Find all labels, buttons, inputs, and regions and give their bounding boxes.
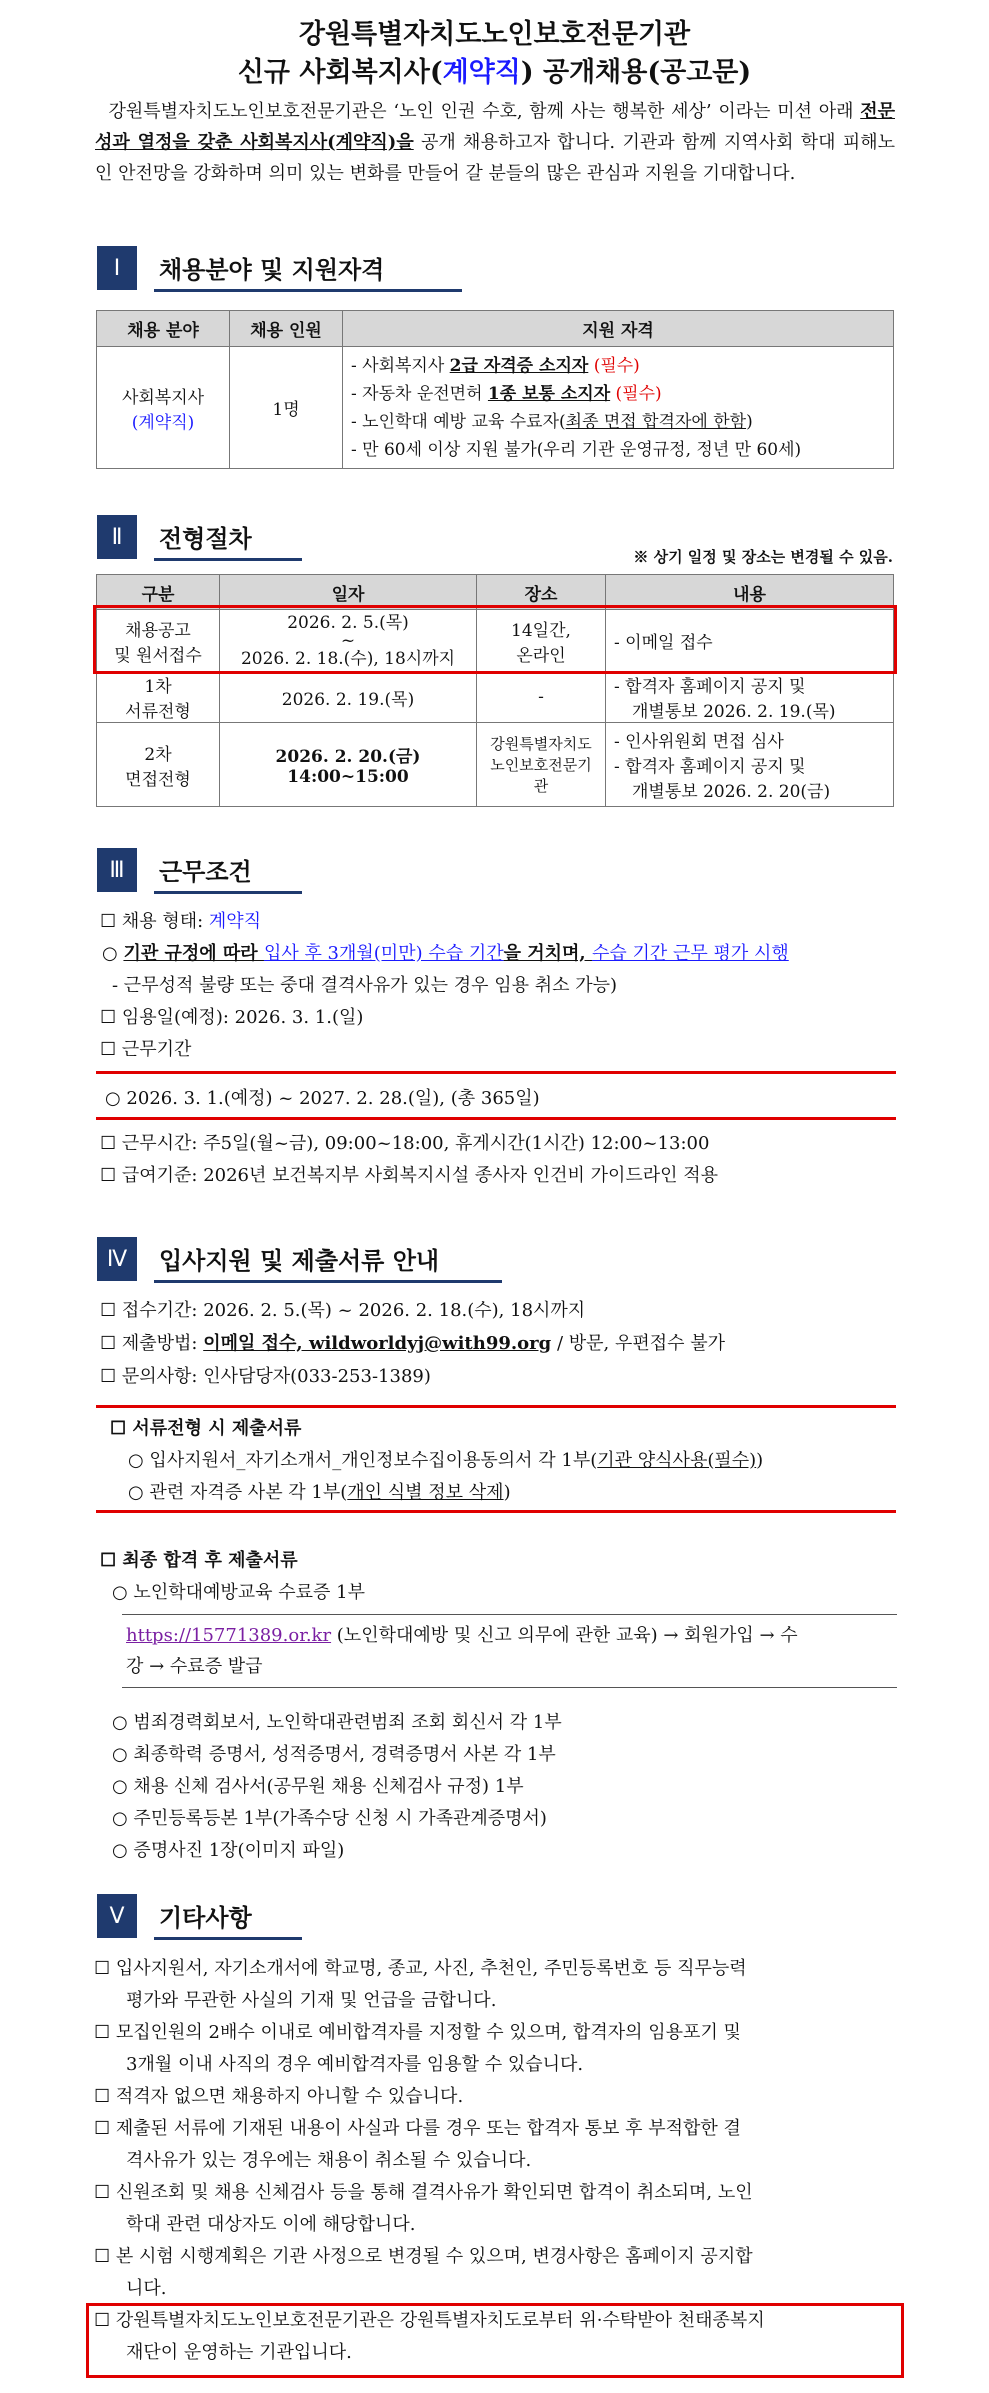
work-conditions: ☐ 채용 형태: 계약직 ○ 기관 규정에 따라 입사 후 3개월(미만) 수습 기간을 거치며, 수습 기간 근무 평가 시행 - 근무성적 불량 또는 중대 결격사유가 있는 경우 임용 취소 가능) ☐ 임용일(예정): 2026. 3. 1.(일) ☐ 근무기간 [100,911,789,1060]
header-date: 일자 [220,575,477,610]
title-org: 강원특별자치도노인보호전문기관 [298,19,691,50]
section-title: 전형절차 [159,525,252,553]
work-period-value: ○ 2026. 3. 1.(예정) ~ 2027. 2. 28.(일), (총 365일) [105,1088,540,1109]
section-title: 근무조건 [159,858,252,886]
section-1-header [97,246,517,290]
intro-paragraph: 강원특별자치도노인보호전문기관은 ‘노인 인권 수호, 함께 사는 행복한 세상’ 이라는 미션 아래 전문성과 열정을 갖춘 사회복지사(계약직)을 공개 채용하고자 합니다. 기관과 함께 지역사회 학대 피해노인 안전망을 강화하며 의미 있는 변화를 만들어 갈 분들의 많은 관심과 지원을 기대합니다. [95,101,895,184]
section-number: Ⅱ [97,515,137,559]
section-number: Ⅳ [97,1237,137,1281]
final-docs: ☐ 최종 합격 후 제출서류 ○ 노인학대예방교육 수료증 1부 [100,1550,365,1603]
document-screening-docs: ☐ 서류전형 시 제출서류 ○ 입사지원서_자기소개서_개인정보수집이용동의서 각 1부(기관 양식사용(필수)) ○ 관련 자격증 사본 각 1부(개인 식별 정보 삭제) [110,1418,764,1503]
cell-qualifications: - 사회복지사 2급 자격증 소지자 (필수) - 자동차 운전면허 1종 보통 소지자 (필수) - 노인학대 예방 교육 수료자(최종 면접 합격자에 한함) - 만 60세 이상 지원 불가(우리 기관 운영규정, 정년 만 60세) [343,347,894,469]
section-3-header [97,848,397,892]
table-row: 2차 면접전형 2026. 2. 20.(금) 14:00~15:00 강원특별자치도 노인보호전문기관 - 인사위원회 면접 심사 - 합격자 홈페이지 공지 및 개별통보 2026. 2. 20(금) [97,723,894,807]
final-docs-list: ○ 범죄경력회보서, 노인학대관련범죄 조회 회신서 각 1부 ○ 최종학력 증명서, 성적증명서, 경력증명서 사본 각 1부 ○ 채용 신체 검사서(공무원 채용 신체검사 규정) 1부 ○ 주민등록등본 1부(가족수당 신청 시 가족관계증명서) ○ 증명사진 1장(이미지 파일) [112,1712,562,1861]
cell-count: 1명 [230,347,343,469]
divider [122,1614,897,1615]
etc-list: ☐ 입사지원서, 자기소개서에 학교명, 종교, 사진, 추천인, 주민등록번호 등 직무능력 평가와 무관한 사실의 기재 및 언급을 금합니다. ☐ 모집인원의 2배수 이내로 예비합격자를 지정할 수 있으며, 합격자의 임용포기 및 3개월 이내 사직의 경우 예비합격자를 임용할 수 있습니다. ☐ 적격자 없으면 채용하지 아니할 수 있습니다. ☐ 제출된 서류에 기재된 내용이 사실과 다를 경우 또는 합격자 통보 후 부적합한 결 격사유가 있는 경우에는 채용이 취소될 수 있습니다. ☐ 신원조회 및 채용 신체검사 등을 통해 결격사유가 확인되면 합격이 취소되며, 노인 학대 관련 대상자도 이에 해당합니다. ☐ 본 시험 시행계획은 기관 사정으로 변경될 수 있으며, 변경사항은 홈페이지 공지합 니다. ☐ 강원특별자치도노인보호전문기관은 강원특별자치도로부터 위·수탁받아 천태종복지 재단이 운영하는 기관입니다. [94,1958,765,2363]
header-count: 채용 인원 [230,311,343,347]
qualification-table [96,310,894,469]
section-number: Ⅴ [97,1894,137,1938]
section-5-header [97,1894,397,1938]
work-hours-salary: ☐ 근무시간: 주5일(월~금), 09:00~18:00, 휴게시간(1시간) 12:00~13:00 ☐ 급여기준: 2026년 보건복지부 사회복지시설 종사자 인건비 가이드라인 적용 [100,1133,719,1186]
divider [96,1510,896,1513]
section-number: Ⅰ [97,246,137,290]
table-row: 채용공고 및 원서접수 2026. 2. 5.(목) ~ 2026. 2. 18.(수), 18시까지 14일간, 온라인 - 이메일 접수 [97,610,894,672]
training-link-box: https://15771389.or.kr (노인학대예방 및 신고 의무에 관한 교육) → 회원가입 → 수 강 → 수료증 발급 [126,1625,798,1677]
header-qualification: 지원 자격 [343,311,894,347]
highlight-box [93,605,897,674]
section-title: 입사지원 및 제출서류 안내 [159,1247,440,1275]
section-number: Ⅲ [97,848,137,892]
header-content: 내용 [606,575,894,610]
divider [122,1687,897,1688]
header-place: 장소 [477,575,606,610]
cell-field: 사회복지사 (계약직) [97,347,230,469]
divider [96,1071,896,1074]
divider [96,1117,896,1120]
section-2-header [97,515,397,559]
section-title: 기타사항 [159,1904,252,1932]
schedule-note: ※ 상기 일정 및 장소는 변경될 수 있음. [633,548,893,566]
table-row: 1차 서류전형 2026. 2. 19.(목) - - 합격자 홈페이지 공지 및 개별통보 2026. 2. 19.(목) [97,672,894,723]
section-4-header [97,1237,567,1281]
training-link[interactable]: https://15771389.or.kr [126,1625,332,1646]
divider [96,1405,896,1408]
header-field: 채용 분야 [97,311,230,347]
title-main: 신규 사회복지사(계약직) 공개채용(공고문) [237,57,752,88]
highlight-box [86,2303,904,2378]
header-stage: 구분 [97,575,220,610]
section-title: 채용분야 및 지원자격 [159,256,385,284]
apply-info: ☐ 접수기간: 2026. 2. 5.(목) ~ 2026. 2. 18.(수), 18시까지 ☐ 제출방법: 이메일 접수, wildworldyj@with99.org / 방문, 우편접수 불가 ☐ 문의사항: 인사담당자(033-253-1389) [100,1300,725,1387]
